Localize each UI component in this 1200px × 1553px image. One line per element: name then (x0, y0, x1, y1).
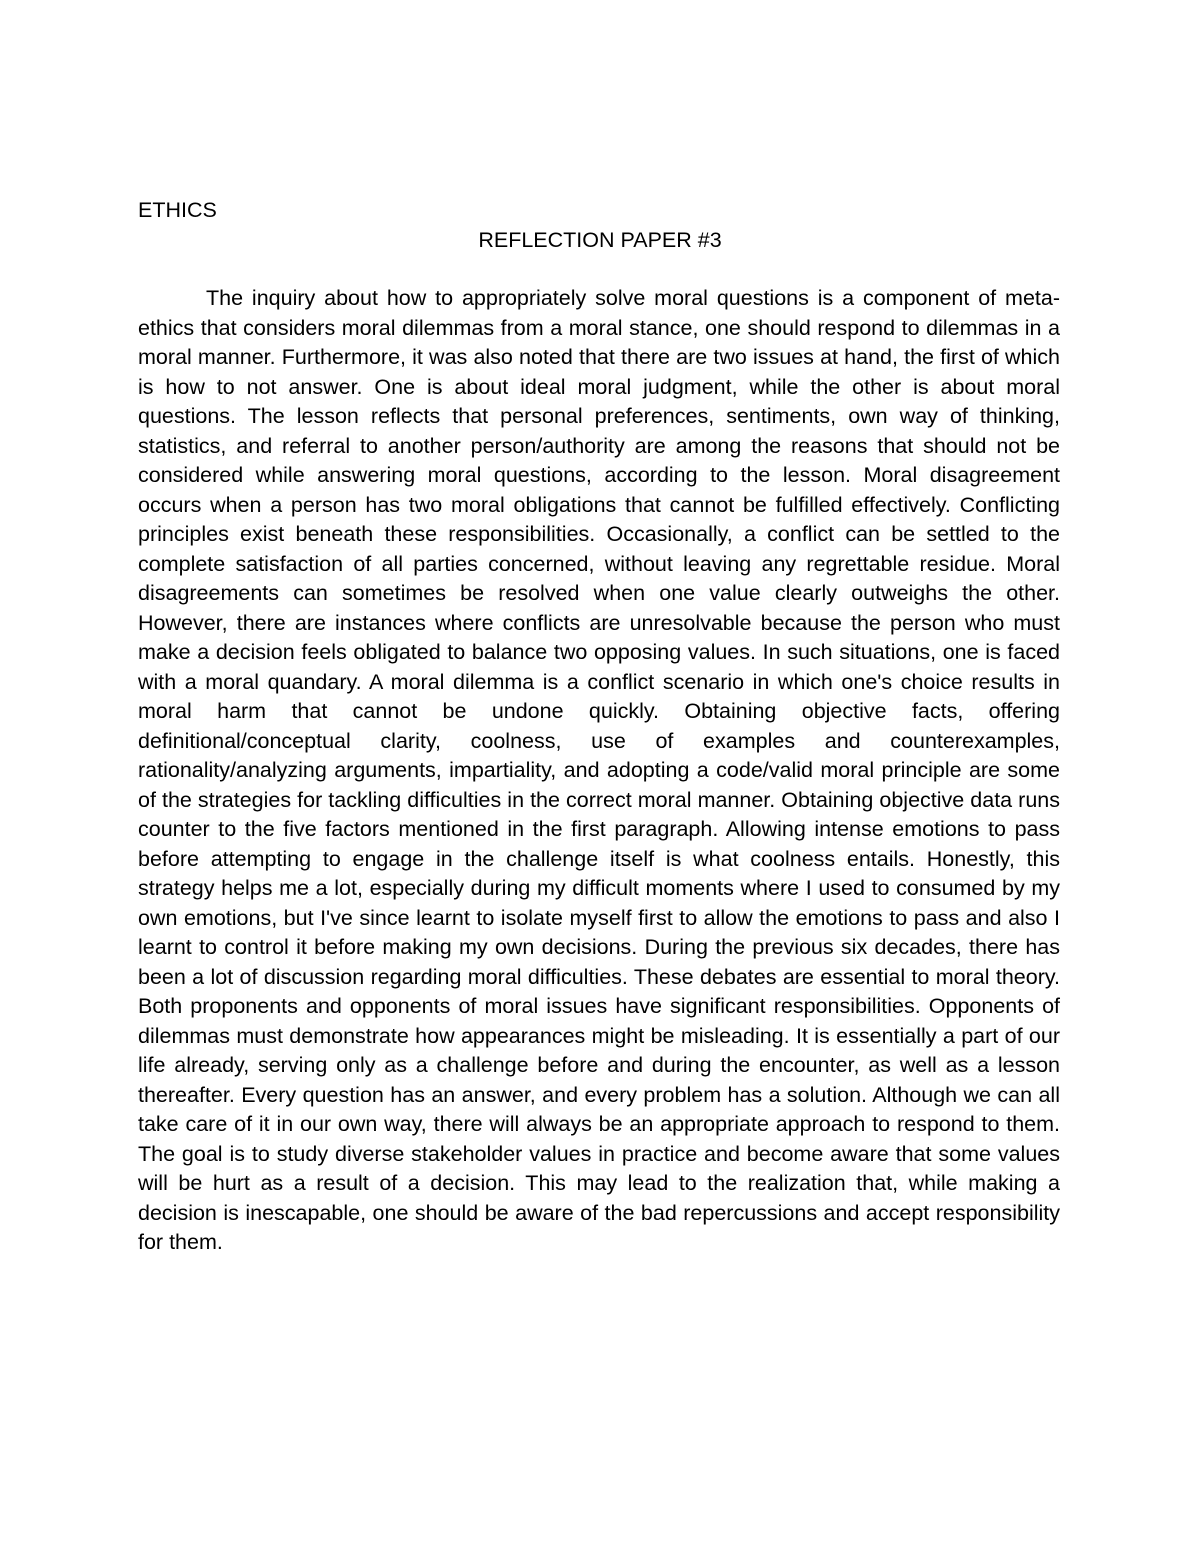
body-paragraph: The inquiry about how to appropriately solve moral questions is a component of meta-ethics that considers moral dilemmas from a moral stance, one should respond to dilemmas in a moral manner. Furthermore, it was also noted that there are two issues at hand, the first of which is how to not answer. One is about ideal moral judgment, while the other is about moral questions. The lesson reflects that personal preferences, sentiments, own way of thinking, statistics, and referral to another person/authority are among the reasons that should not be considered while answering moral questions, according to the lesson. Moral disagreement occurs when a person has two moral obligations that cannot be fulfilled effectively. Conflicting principles exist beneath these responsibilities. Occasionally, a conflict can be settled to the complete satisfaction of all parties concerned, without leaving any regrettable residue. Moral disagreements can sometimes be resolved when one value clearly outweighs the other. However, there are instances where conflicts are unresolvable because the person who must make a decision feels obligated to balance two opposing values. In such situations, one is faced with a moral quandary. A moral dilemma is a conflict scenario in which one's choice results in moral harm that cannot be undone quickly. Obtaining objective facts, offering definitional/conceptual clarity, coolness, use of examples and counterexamples, rationality/analyzing arguments, impartiality, and adopting a code/valid moral principle are some of the strategies for tackling difficulties in the correct moral manner. Obtaining objective data runs counter to the five factors mentioned in the first paragraph. Allowing intense emotions to pass before attempting to engage in the challenge itself is what coolness entails. Honestly, this strategy helps me a lot, especially during my difficult moments where I used to consumed by my own emotions, but I've since learnt to isolate myself first to allow the emotions to pass and also I learnt to control it before making my own decisions. During the previous six decades, there has been a lot of discussion regarding moral difficulties. These debates are essential to moral theory. Both proponents and opponents of moral issues have significant responsibilities. Opponents of dilemmas must demonstrate how appearances might be misleading. It is essentially a part of our life already, serving only as a challenge before and during the encounter, as well as a lesson thereafter. Every question has an answer, and every problem has a solution. Although we can all take care of it in our own way, there will always be an appropriate approach to respond to them. The goal is to study diverse stakeholder values in practice and become aware that some values will be hurt as a result of a decision. This may lead to the realization that, while making a decision is inescapable, one should be aware of the bad repercussions and accept responsibility for them. (138, 286, 1060, 1254)
course-label: ETHICS (138, 198, 217, 222)
paper-title: REFLECTION PAPER #3 (478, 228, 722, 252)
